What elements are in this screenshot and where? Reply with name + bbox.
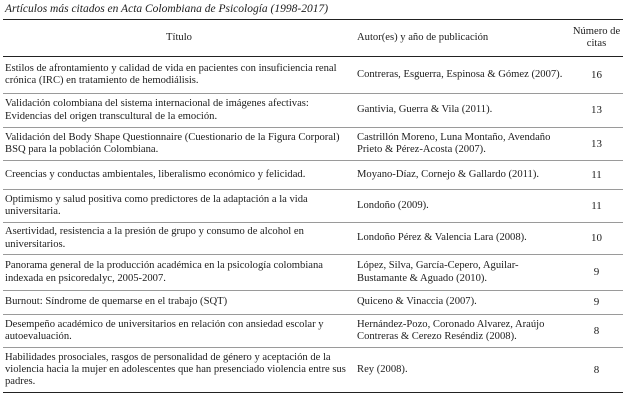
header-authors: Autor(es) y año de publicación <box>355 20 570 57</box>
row-authors: Londoño Pérez & Valencia Lara (2008). <box>355 223 570 255</box>
table-row <box>3 223 623 255</box>
row-authors: Contreras, Esguerra, Espinosa & Gómez (2007). <box>355 57 570 94</box>
row-citations: 8 <box>570 315 623 348</box>
row-citations: 9 <box>570 255 623 291</box>
table-row <box>3 315 623 348</box>
table-header <box>3 20 623 57</box>
table-row <box>3 94 623 128</box>
citations-table <box>3 19 623 393</box>
row-title: Validación del Body Shape Questionnaire (Cuestionario de la Figura Corporal) BSQ para la población Colombiana. <box>3 128 355 161</box>
table-caption: Artículos más citados en Acta Colombiana de Psicología (1998-2017) <box>5 3 329 15</box>
row-citations: 13 <box>570 128 623 161</box>
row-title: Optimismo y salud positiva como predictores de la adaptación a la vida universitaria. <box>3 190 355 223</box>
table-row <box>3 291 623 315</box>
row-title: Creencias y conductas ambientales, liberalismo económico y felicidad. <box>3 161 355 190</box>
row-authors: López, Silva, García-Cepero, Aguilar-Bustamante & Aguado (2010). <box>355 255 570 291</box>
row-citations: 11 <box>570 161 623 190</box>
row-authors: Quiceno & Vinaccia (2007). <box>355 291 570 315</box>
table-row <box>3 57 623 94</box>
row-citations: 8 <box>570 348 623 393</box>
row-authors: Moyano-Díaz, Cornejo & Gallardo (2011). <box>355 161 570 190</box>
header-title: Título <box>3 20 355 57</box>
table-body <box>3 57 623 393</box>
table-row <box>3 161 623 190</box>
row-citations: 10 <box>570 223 623 255</box>
row-title: Validación colombiana del sistema internacional de imágenes afectivas: Evidencias del origen transcultural de la emoción. <box>3 94 355 128</box>
row-authors: Londoño (2009). <box>355 190 570 223</box>
row-title: Desempeño académico de universitarios en relación con ansiedad escolar y autoevaluación. <box>3 315 355 348</box>
row-title: Asertividad, resistencia a la presión de grupo y consumo de alcohol en universitarios. <box>3 223 355 255</box>
row-authors: Hernández-Pozo, Coronado Alvarez, Araújo Contreras & Cerezo Reséndiz (2008). <box>355 315 570 348</box>
row-authors: Castrillón Moreno, Luna Montaño, Avendaño Prieto & Pérez-Acosta (2007). <box>355 128 570 161</box>
table-row <box>3 190 623 223</box>
row-title: Panorama general de la producción académica en la psicología colombiana indexada en psicoredalyc, 2005-2007. <box>3 255 355 291</box>
row-citations: 16 <box>570 57 623 94</box>
header-row <box>3 20 623 57</box>
row-citations: 11 <box>570 190 623 223</box>
table-row <box>3 255 623 291</box>
header-citations: Número de citas <box>570 20 623 57</box>
row-authors: Gantivia, Guerra & Vila (2011). <box>355 94 570 128</box>
table-row <box>3 348 623 393</box>
row-title: Burnout: Síndrome de quemarse en el trabajo (SQT) <box>3 291 355 315</box>
row-title: Estilos de afrontamiento y calidad de vida en pacientes con insuficiencia renal crónica (IRC) en tratamiento de hemodiálisis. <box>3 57 355 94</box>
row-citations: 9 <box>570 291 623 315</box>
row-authors: Rey (2008). <box>355 348 570 393</box>
row-title: Habilidades prosociales, rasgos de personalidad de género y aceptación de la violencia hacia la mujer en adolescentes que han presenciado violencia entre sus padres. <box>3 348 355 393</box>
table-row <box>3 128 623 161</box>
row-citations: 13 <box>570 94 623 128</box>
